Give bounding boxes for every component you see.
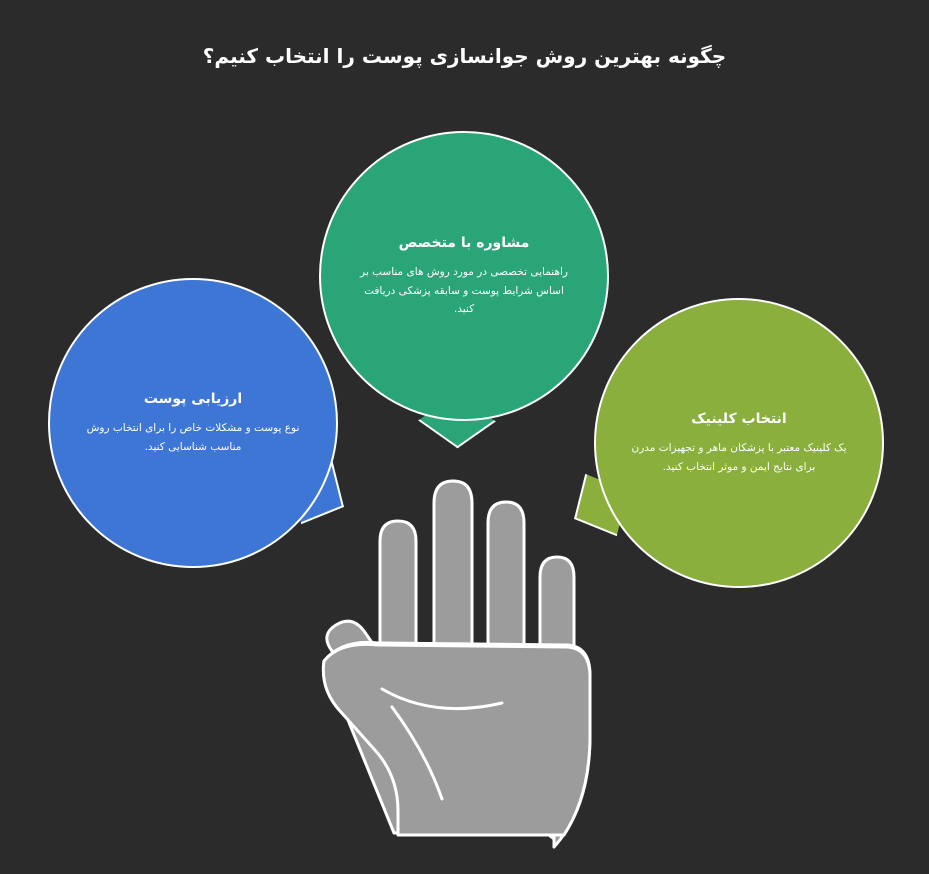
page-title: چگونه بهترین روش جوانسازی پوست را انتخاب کنیم؟ <box>202 44 727 68</box>
bubble-specialist-consult[interactable] <box>319 131 609 421</box>
bubble-text-clinic-selection: یک کلینیک معتبر با پزشکان ماهر و تجهیزات مدرن برای نتایج ایمن و موثر انتخاب کنید. <box>631 442 847 473</box>
bubble-title-clinic-selection: انتخاب کلینیک <box>691 410 787 427</box>
bubble-text-skin-assessment: نوع پوست و مشکلات خاص را برای انتخاب روش مناسب شناسایی کنید. <box>86 422 300 453</box>
bubble-clinic-selection[interactable] <box>594 298 884 588</box>
bubble-title-skin-assessment: ارزیابی پوست <box>143 390 243 407</box>
hand-illustration <box>296 455 606 855</box>
bubble-skin-assessment[interactable] <box>48 278 338 568</box>
bubble-text-specialist-consult: راهنمایی تخصصی در مورد روش های مناسب بر اساس شرایط پوست و سابقه پزشکی دریافت کنید. <box>360 266 568 315</box>
bubble-title-specialist-consult: مشاوره با متخصص <box>398 234 530 251</box>
